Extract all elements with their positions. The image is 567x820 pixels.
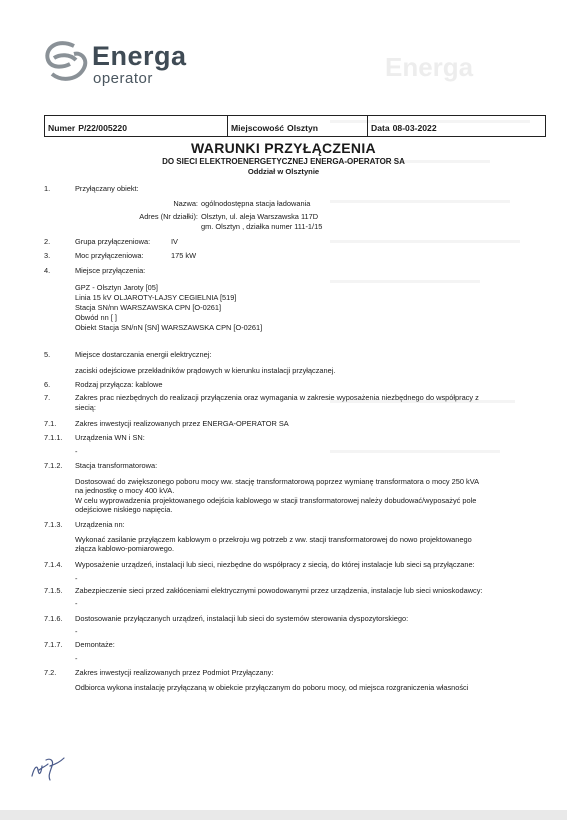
section-text: Odbiorca wykona instalację przyłączaną w obiekcie przyłączanym do poboru mocy, od miejsca rozgraniczenia własności xyxy=(75,683,469,692)
section-value: IV xyxy=(171,237,178,246)
section-label: siecią: xyxy=(75,403,96,412)
section-label: Urządzenia WN i SN: xyxy=(75,433,145,442)
header-table xyxy=(44,115,546,137)
place-value: Olsztyn xyxy=(287,123,319,133)
watermark-bleed: Energa xyxy=(385,52,474,82)
section-number: 5. xyxy=(44,350,51,359)
section-label: Zakres inwestycji realizowanych przez ENERGA-OPERATOR SA xyxy=(75,419,289,428)
section-text: Dostosować do zwiększonego poboru mocy ww. stację transformatorową poprzez wymianę transformatora o mocy 250 kVA xyxy=(75,477,480,486)
section-text: odejściowe niskiego napięcia. xyxy=(75,505,173,514)
section-label: Zakres prac niezbędnych do realizacji przyłączenia oraz wymagania w zakresie wyposażenia niezbędnego do współpracy z xyxy=(75,393,479,402)
name-value: ogólnodostępna stacja ładowania xyxy=(201,199,311,208)
section-number: 7.1.6. xyxy=(44,614,63,623)
ghost-line xyxy=(330,280,480,283)
date-label: Data xyxy=(371,123,390,133)
date-value: 08-03-2022 xyxy=(392,123,437,133)
section-number: 1. xyxy=(44,184,51,193)
section-number: 7.1. xyxy=(44,419,57,428)
connection-line: Linia 15 kV OLJAROTY-LAJSY CEGIELNIA [519] xyxy=(75,293,237,302)
section-label: Moc przyłączeniowa: xyxy=(75,251,144,260)
section-text: na jednostkę o mocy 400 kVA. xyxy=(75,486,175,495)
section-number: 3. xyxy=(44,251,51,260)
header-place xyxy=(228,116,368,136)
address-line: gm. Olsztyn , działka numer 111-1/15 xyxy=(201,222,323,231)
section-number: 7.1.5. xyxy=(44,586,63,595)
section-number: 7.1.1. xyxy=(44,433,63,442)
section-number: 7.1.3. xyxy=(44,520,63,529)
section-text: złącza kablowo-pomiarowego. xyxy=(75,544,175,553)
section-value: 175 kW xyxy=(171,251,197,260)
section-number: 7.2. xyxy=(44,668,57,677)
section-value: - xyxy=(75,574,78,583)
section-value: - xyxy=(75,599,78,608)
section-label: Grupa przyłączeniowa: xyxy=(75,237,151,246)
section-label: Miejsce przyłączenia: xyxy=(75,266,146,275)
section-value: - xyxy=(75,627,78,636)
section-number: 2. xyxy=(44,237,51,246)
section-value: - xyxy=(75,654,78,663)
section-label: Dostosowanie przyłączanych urządzeń, instalacji lub sieci do systemów sterowania dyspozytorskiego: xyxy=(75,614,409,623)
bottom-strip xyxy=(0,810,567,820)
section-number: 7.1.2. xyxy=(44,461,63,470)
header-number xyxy=(45,116,228,136)
section-label: Przyłączany obiekt: xyxy=(75,184,139,193)
section-label: Demontaże: xyxy=(75,640,115,649)
section-label: Rodzaj przyłącza: kablowe xyxy=(75,380,163,389)
ghost-line xyxy=(330,200,510,203)
connection-line: Stacja SN/nn WARSZAWSKA CPN [O-0261] xyxy=(75,303,222,312)
section-number: 7.1.7. xyxy=(44,640,63,649)
logo-sub: operator xyxy=(93,70,153,87)
section-text: Wykonać zasilanie przyłączem kablowym o przekroju wg potrzeb z ww. stacji transformatorowej do nowo projektowanego xyxy=(75,535,472,544)
header-date xyxy=(368,116,545,136)
number-value: P/22/005220 xyxy=(78,123,127,133)
number-label: Numer xyxy=(48,123,76,133)
section-text: W celu wyprowadzenia projektowanego odejścia kablowego w stacji transformatorowej należy dobudować/wyposażyć pole xyxy=(75,496,477,505)
address-label: Adres (Nr działki): xyxy=(139,212,198,221)
section-label: Urządzenia nn: xyxy=(75,520,125,529)
logo-brand: Energa xyxy=(92,41,187,71)
section-number: 7. xyxy=(44,393,51,402)
connection-line: GPZ - Olsztyn Jaroty [05] xyxy=(75,283,158,292)
section-label: Stacja transformatorowa: xyxy=(75,461,158,470)
ghost-line xyxy=(330,240,520,243)
branch-name: Oddział w Olsztynie xyxy=(247,167,320,176)
section-label: Miejsce dostarczania energii elektrycznej: xyxy=(75,350,212,359)
connection-line: Obwód nn [ ] xyxy=(75,313,117,322)
section-number: 7.1.4. xyxy=(44,560,63,569)
name-label: Nazwa: xyxy=(173,199,198,208)
section-number: 4. xyxy=(44,266,51,275)
signature-initials-icon xyxy=(28,754,70,784)
address-line: Olsztyn, ul. aleja Warszawska 117D xyxy=(201,212,319,221)
section-label: Zakres inwestycji realizowanych przez Podmiot Przyłączany: xyxy=(75,668,274,677)
page-title: WARUNKI PRZYŁĄCZENIA xyxy=(191,140,376,156)
section-label: Zabezpieczenie sieci przed zakłóceniami elektrycznymi powodowanymi przez urządzenia, instalacje lub sieci wnioskodawcy: xyxy=(75,586,483,595)
section-value: - xyxy=(75,447,78,456)
connection-line: Obiekt Stacja SN/nN [SN] WARSZAWSKA CPN [O-0261] xyxy=(75,323,263,332)
section-number: 6. xyxy=(44,380,51,389)
place-label: Miejscowość xyxy=(231,123,285,133)
ghost-line xyxy=(330,450,500,453)
section-label: Wyposażenie urządzeń, instalacji lub sieci, niezbędne do współpracy z siecią, do której instalacje lub sieci są przyłączane: xyxy=(75,560,475,569)
page-subtitle: DO SIECI ELEKTROENERGETYCZNEJ ENERGA-OPERATOR SA xyxy=(162,157,405,166)
section-value: zaciski odejściowe przekładników prądowych w kierunku instalacji przyłączanej. xyxy=(75,366,336,375)
